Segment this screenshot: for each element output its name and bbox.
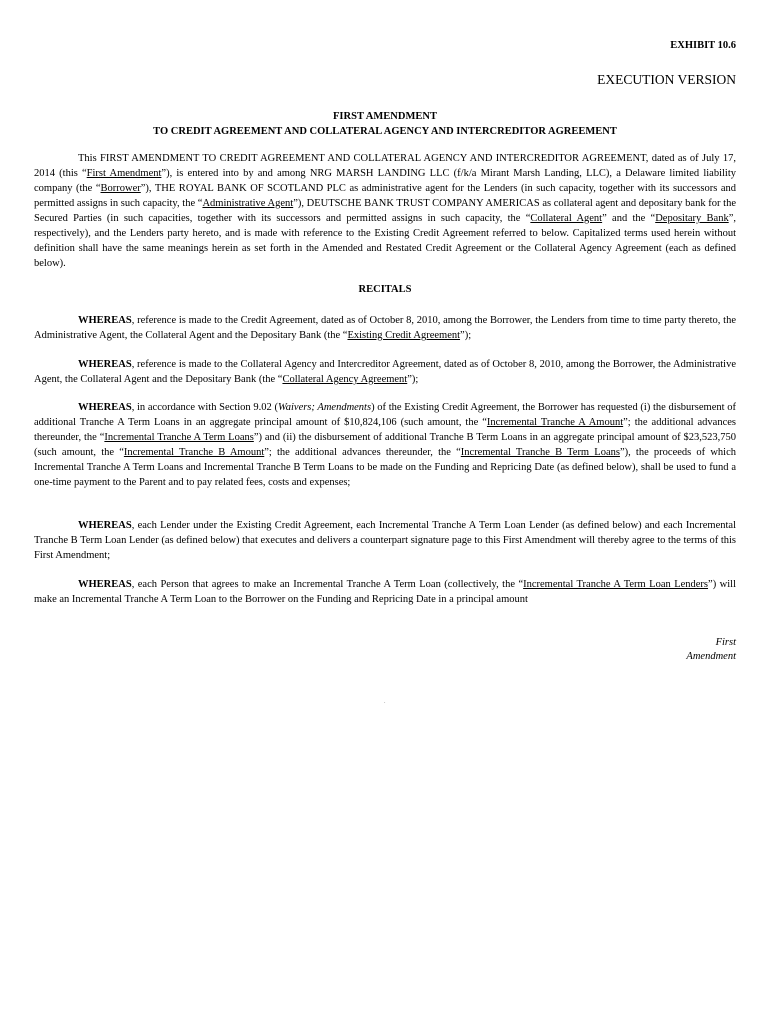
whereas-keyword: WHEREAS — [78, 315, 132, 326]
intro-paragraph: This FIRST AMENDMENT TO CREDIT AGREEMENT AND COLLATERAL AGENCY AND INTERCREDITOR AGREEMENT, dated as of July 17, 2014 (this “First Amendment”), is entered into by and among NRG MARSH LANDING LLC (f/k/a Mirant Marsh Landing, LLC), a Delaware limited liability company (the “Borrower”), THE ROYAL BANK OF SCOTLAND PLC as administrative agent for the Lenders (in such capacity, together with its successors and permitted assigns in such capacity, the “Administrative Agent”), DEUTSCHE BANK TRUST COMPANY AMERICAS as collateral agent and depositary bank for the Secured Parties (in such capacities, together with its successors and permitted assigns in such capacity, the “Collateral Agent” and the “Depositary Bank”, respectively), and the Lenders party hereto, and is made with reference to the Existing Credit Agreement referred to below. Capitalized terms used herein without definition shall have the same meanings herein as set forth in the Amended and Restated Credit Agreement or the Collateral Agency Agreement (each as defined below). — [34, 153, 736, 269]
whereas-paragraph-5: WHEREAS, each Person that agrees to make an Incremental Tranche A Term Loan (collectively, the “Incremental Tranche A Term Loan Lenders”) will make an Incremental Tranche A Term Loan to the Borrower on the Funding and Repricing Date in a principal amount — [34, 579, 736, 605]
title-line-1: FIRST AMENDMENT — [333, 111, 437, 122]
defined-term: Borrower — [100, 183, 141, 194]
defined-term: Incremental Tranche A Term Loan Lenders — [523, 579, 709, 590]
defined-term: Collateral Agency Agreement — [282, 374, 408, 385]
defined-term: Administrative Agent — [202, 198, 294, 209]
whereas-paragraph-2: WHEREAS, reference is made to the Collateral Agency and Intercreditor Agreement, dated as of October 8, 2010, among the Borrower, the Administrative Agent, the Collateral Agent and the Depositary Bank (the “Collateral Agency Agreement”); — [34, 359, 736, 385]
whereas-paragraph-4: WHEREAS, each Lender under the Existing Credit Agreement, each Incremental Tranche A Term Loan Lender (as defined below) and each Incremental Tranche B Term Loan Lender (as defined below) that executes and delivers a counterpart signature page to this First Amendment will thereby agree to the terms of this First Amendment; — [34, 520, 736, 561]
defined-term: Incremental Tranche A Term Loans — [104, 432, 254, 443]
defined-term: Collateral Agent — [530, 213, 603, 224]
document-title — [34, 109, 736, 139]
page-footer — [686, 636, 736, 664]
footer-line-1: First — [715, 637, 736, 648]
whereas-paragraph-1: WHEREAS, reference is made to the Credit Agreement, dated as of October 8, 2010, among the Borrower, the Lenders from time to time party thereto, the Administrative Agent, the Collateral Agent and the Depositary Bank (the “Existing Credit Agreement”); — [34, 315, 736, 341]
whereas-keyword: WHEREAS — [78, 520, 132, 531]
title-line-2: TO CREDIT AGREEMENT AND COLLATERAL AGENCY AND INTERCREDITOR AGREEMENT — [153, 126, 617, 137]
exhibit-label: EXHIBIT 10.6 — [670, 40, 736, 51]
whereas-keyword: WHEREAS — [78, 402, 132, 413]
stray-mark: . — [384, 699, 386, 705]
whereas-keyword: WHEREAS — [78, 359, 132, 370]
defined-term: Existing Credit Agreement — [347, 330, 461, 341]
footer-line-2: Amendment — [686, 651, 736, 662]
recitals-heading: RECITALS — [358, 284, 412, 295]
whereas-keyword: WHEREAS — [78, 579, 132, 590]
defined-term: Incremental Tranche A Amount — [486, 417, 624, 428]
execution-version-label: EXECUTION VERSION — [597, 72, 736, 87]
defined-term: Incremental Tranche B Amount — [123, 447, 265, 458]
defined-term: Incremental Tranche B Term Loans — [460, 447, 620, 458]
whereas-paragraph-3: WHEREAS, in accordance with Section 9.02 (Waivers; Amendments) of the Existing Credit Agreement, the Borrower has requested (i) the disbursement of additional Tranche A Term Loans in an aggregate principal amount of $10,824,106 (such amount, the “Incremental Tranche A Amount”; the additional advances thereunder, the “Incremental Tranche A Term Loans”) and (ii) the disbursement of additional Tranche B Term Loans in an aggregate principal amount of $23,523,750 (such amount, the “Incremental Tranche B Amount”; the additional advances thereunder, the “Incremental Tranche B Term Loans”), the proceeds of which Incremental Tranche A Term Loans and Incremental Tranche B Term Loans to be made on the Funding and Repricing Date (as defined below), shall be used to fund a one-time payment to the Parent and to pay related fees, costs and expenses; — [34, 402, 736, 488]
section-reference: Waivers; Amendments — [277, 402, 372, 413]
defined-term: Depositary Bank — [655, 213, 729, 224]
defined-term: First Amendment — [86, 168, 162, 179]
